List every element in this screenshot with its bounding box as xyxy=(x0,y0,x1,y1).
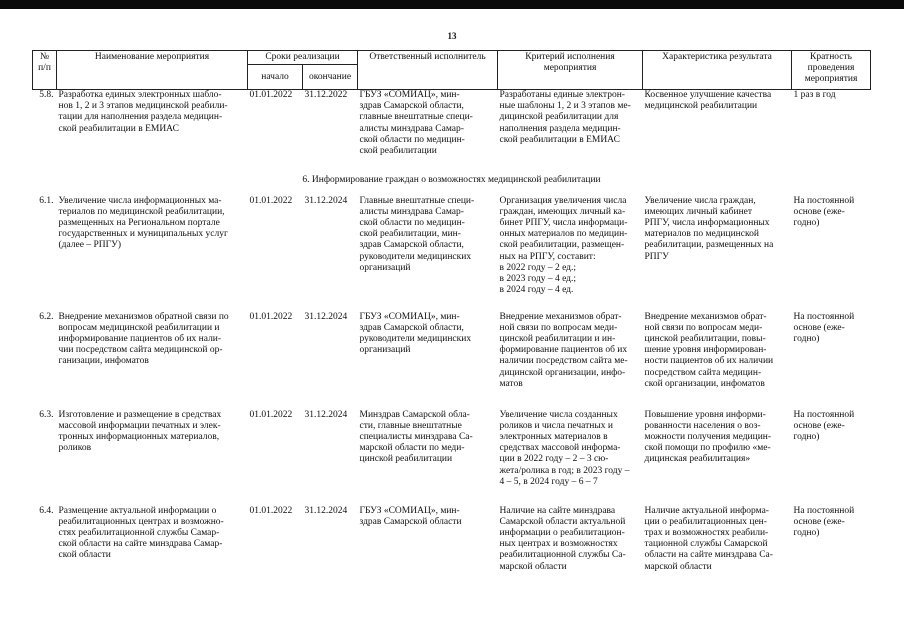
activity-name-line: ской реабилитации в ЕМИАС xyxy=(58,123,179,134)
header-end: окончание xyxy=(303,65,358,90)
activity-name-line: ской области на сайте минздрава Самар- xyxy=(58,539,223,550)
end-date: 31.12.2024 xyxy=(304,311,348,322)
completion-criterion-line: электронных материалов в xyxy=(499,431,608,442)
completion-criterion-line: граждан, имеющих личный ка- xyxy=(499,206,626,217)
result-description-line: РПГУ xyxy=(644,251,669,262)
responsible-executor xyxy=(358,410,498,506)
top-border-bar xyxy=(0,0,904,9)
activity-name-line: стях реабилитационной службы Самар- xyxy=(58,527,220,538)
activity-name-line: нов 1, 2 и 3 этапов медицинской реабили- xyxy=(58,101,228,112)
completion-criterion-line: онных материалов по медицин- xyxy=(499,229,628,240)
responsible-executor-line: сти, главные внештатные xyxy=(359,420,462,431)
completion-criterion-line: в 2022 году – 2 ед.; xyxy=(499,262,577,273)
completion-criterion-line: Организация увеличения числа xyxy=(499,195,627,206)
responsible-executor-line: организаций xyxy=(359,262,411,273)
responsible-executor-line: ской реабилитации xyxy=(359,146,437,157)
frequency-line: годно) xyxy=(793,333,820,344)
start-date: 01.01.2022 xyxy=(249,90,293,100)
activity-name-line: государственных и муниципальных услуг xyxy=(58,229,228,240)
completion-criterion-line: цинской реабилитации и ин- xyxy=(499,333,616,344)
activity-name xyxy=(57,196,248,312)
result-description-line: ской помощи по профилю «ме- xyxy=(644,443,771,454)
responsible-executor-line: руководители медицинских xyxy=(359,333,472,344)
activity-name-line: тации для наполнения раздела медицин- xyxy=(58,112,223,123)
result-description-line: области на сайте минздрава Са- xyxy=(644,550,773,561)
end-date: 31.12.2024 xyxy=(304,195,348,206)
responsible-executor-line: главные внештатные специ- xyxy=(359,112,473,123)
result-description-line: реабилитации, размещенных на xyxy=(644,240,774,251)
completion-criterion-line: дицинской организации, инфо- xyxy=(499,367,626,378)
responsible-executor-line: здрав Самарской области, xyxy=(359,240,464,251)
result-description-line: посредством сайта медицин- xyxy=(644,367,762,378)
start-date: 01.01.2022 xyxy=(249,409,293,420)
start-date: 01.01.2022 xyxy=(249,195,293,206)
result-description-line: тационной службы Самарской xyxy=(644,539,768,550)
responsible-executor-line: здрав Самарской области, xyxy=(359,322,464,333)
responsible-executor-line: Минздрав Самарской обла- xyxy=(359,409,470,420)
completion-criterion-line: ской реабилитации, размещен- xyxy=(499,240,625,251)
completion-criterion-line: Увеличение числа созданных xyxy=(499,409,618,420)
completion-criterion xyxy=(498,506,643,576)
result-description xyxy=(643,196,792,312)
responsible-executor-line: Главные внештатные специ- xyxy=(359,195,475,206)
activity-name-line: информирование пациентов об их нали- xyxy=(58,333,222,344)
activity-name-line: (далее – РПГУ) xyxy=(58,240,121,251)
section-title: 6. Информирование граждан о возможностях медицинской реабилитации xyxy=(302,174,601,185)
completion-criterion-line: ской реабилитации в ЕМИАС xyxy=(499,134,620,145)
responsible-executor-line: цинской реабилитации xyxy=(359,454,453,465)
result-description-line: Повышение уровня информи- xyxy=(644,409,766,420)
completion-criterion xyxy=(498,90,643,166)
header-start: начало xyxy=(248,65,303,90)
row-number: 6.2. xyxy=(39,311,54,322)
responsible-executor-line: специалисты минздрава Са- xyxy=(359,431,473,442)
activity-name-line: размещенных на Региональном портале xyxy=(58,217,220,228)
completion-criterion-line: жета/ролика в год; в 2023 году – xyxy=(499,465,630,476)
completion-criterion-line: Внедрение механизмов обрат- xyxy=(499,311,622,322)
result-description-line: ности пациентов об их наличии xyxy=(644,356,774,367)
completion-criterion-line: матов xyxy=(499,378,523,389)
section-heading-row xyxy=(33,166,871,196)
responsible-executor-line: ГБУЗ «СОМИАЦ», мин- xyxy=(359,311,460,322)
frequency-line: годно) xyxy=(793,431,820,442)
responsible-executor-line: руководители медицинских xyxy=(359,251,472,262)
completion-criterion-line: наполнения раздела медицин- xyxy=(499,123,621,134)
result-description-line: ной связи по вопросам меди- xyxy=(644,322,763,333)
completion-criterion xyxy=(498,312,643,410)
activity-name xyxy=(57,410,248,506)
result-description-line: ской организации, инфоматов xyxy=(644,378,765,389)
activity-name-line: вопросам медицинской реабилитации и xyxy=(58,322,220,333)
frequency-line: На постоянной xyxy=(793,505,855,516)
completion-criterion xyxy=(498,410,643,506)
table-row xyxy=(33,312,871,410)
activity-name-line: Разработка единых электронных шабло- xyxy=(58,90,222,100)
responsible-executor-line: здрав Самарской области xyxy=(359,516,462,527)
activity-name xyxy=(57,90,248,166)
frequency xyxy=(792,410,871,506)
result-description-line: марской области xyxy=(644,561,712,572)
header-result: Характеристика результата xyxy=(643,51,792,90)
result-description xyxy=(643,410,792,506)
result-description-line: Косвенное улучшение качества xyxy=(644,90,772,100)
activity-name-line: ганизации, инфоматов xyxy=(58,356,149,367)
frequency xyxy=(792,196,871,312)
responsible-executor-line: ской области по медицин- xyxy=(359,134,465,145)
completion-criterion-line: ции в 2022 году – 2 – 3 сю- xyxy=(499,454,609,465)
completion-criterion-line: в 2024 году – 4 ед. xyxy=(499,285,574,296)
result-description xyxy=(643,312,792,410)
page-number: 13 xyxy=(447,31,457,41)
frequency-line: основе (еже- xyxy=(793,206,845,217)
start-date: 01.01.2022 xyxy=(249,505,293,516)
responsible-executor xyxy=(358,196,498,312)
completion-criterion-line: Самарской области актуальной xyxy=(499,516,626,527)
completion-criterion-line: Разработаны единые электрон- xyxy=(499,90,625,100)
frequency-line: На постоянной xyxy=(793,311,855,322)
activity-name-line: реабилитационных центрах и возможно- xyxy=(58,516,224,527)
completion-criterion-line: ные шаблоны 1, 2 и 3 этапов ме- xyxy=(499,101,631,112)
completion-criterion-line: дицинской реабилитации для xyxy=(499,112,619,123)
completion-criterion-line: Наличие на сайте минздрава xyxy=(499,505,616,516)
responsible-executor-line: ской реабилитации, мин- xyxy=(359,229,461,240)
result-description-line: медицинской реабилитации xyxy=(644,101,758,112)
row-number: 5.8. xyxy=(39,90,54,100)
activity-name-line: роликов xyxy=(58,443,92,454)
row-number: 6.3. xyxy=(39,409,54,420)
responsible-executor-line: ГБУЗ «СОМИАЦ», мин- xyxy=(359,90,460,100)
table-row xyxy=(33,196,871,312)
responsible-executor xyxy=(358,90,498,166)
result-description-line: ции о реабилитационных цен- xyxy=(644,516,767,527)
completion-criterion-line: роликов и числа печатных и xyxy=(499,420,613,431)
activity-name xyxy=(57,506,248,576)
result-description-line: материалов по медицинской xyxy=(644,229,759,240)
frequency-line: На постоянной xyxy=(793,409,855,420)
end-date: 31.12.2022 xyxy=(304,90,348,100)
result-description-line: рованности населения о воз- xyxy=(644,420,761,431)
responsible-executor xyxy=(358,506,498,576)
header-num: № п/п xyxy=(33,51,57,90)
responsible-executor-line: ской области по медицин- xyxy=(359,217,465,228)
completion-criterion-line: наличии посредством сайта ме- xyxy=(499,356,628,367)
frequency-line: основе (еже- xyxy=(793,420,845,431)
header-executor: Ответственный исполнитель xyxy=(358,51,498,90)
frequency-line: годно) xyxy=(793,217,820,228)
activity-name xyxy=(57,312,248,410)
completion-criterion-line: бинет РПГУ, числа информаци- xyxy=(499,217,628,228)
completion-criterion-line: в 2023 году – 4 ед.; xyxy=(499,273,577,284)
result-description-line: цинской реабилитации, повы- xyxy=(644,333,766,344)
completion-criterion-line: ных на РПГУ, составит: xyxy=(499,251,596,262)
activity-name-line: тронных информационных материалов, xyxy=(58,431,220,442)
responsible-executor-line: алисты минздрава Самар- xyxy=(359,206,464,217)
start-date: 01.01.2022 xyxy=(249,311,293,322)
frequency xyxy=(792,90,871,166)
activity-name-line: териалов по медицинской реабилитации, xyxy=(58,206,225,217)
activity-name-line: Размещение актуальной информации о xyxy=(58,505,217,516)
table-header xyxy=(33,51,871,90)
result-description-line: трах и возможностях реабили- xyxy=(644,527,769,538)
frequency xyxy=(792,312,871,410)
result-description-line: имеющих личный кабинет xyxy=(644,206,753,217)
frequency-line: основе (еже- xyxy=(793,516,845,527)
completion-criterion-line: ной связи по вопросам меди- xyxy=(499,322,618,333)
frequency-line: годно) xyxy=(793,527,820,538)
frequency-line: 1 раз в год xyxy=(793,90,836,100)
responsible-executor-line: организаций xyxy=(359,345,411,356)
row-number: 6.4. xyxy=(39,505,54,516)
result-description xyxy=(643,506,792,576)
responsible-executor-line: здрав Самарской области, xyxy=(359,101,464,112)
result-description-line: Наличие актуальной информа- xyxy=(644,505,769,516)
result-description-line: дицинская реабилитация» xyxy=(644,454,751,465)
completion-criterion-line: ных центрах и возможностях xyxy=(499,539,618,550)
result-description xyxy=(643,90,792,166)
completion-criterion-line: формирование пациентов об их xyxy=(499,345,628,356)
activity-name-line: ской области xyxy=(58,550,111,561)
activities-table xyxy=(32,50,871,576)
frequency-line: На постоянной xyxy=(793,195,855,206)
completion-criterion-line: средствах массовой информа- xyxy=(499,443,621,454)
activity-name-line: Увеличение числа информационных ма- xyxy=(58,195,222,206)
result-description-line: можности получения медицин- xyxy=(644,431,772,442)
responsible-executor xyxy=(358,312,498,410)
header-criterion: Критерий исполнения мероприятия xyxy=(498,51,643,90)
completion-criterion xyxy=(498,196,643,312)
responsible-executor-line: алисты минздрава Самар- xyxy=(359,123,464,134)
completion-criterion-line: марской области xyxy=(499,561,567,572)
header-name: Наименование мероприятия xyxy=(57,51,248,90)
activity-name-line: Изготовление и размещение в средствах xyxy=(58,409,222,420)
frequency-line: основе (еже- xyxy=(793,322,845,333)
end-date: 31.12.2024 xyxy=(304,409,348,420)
activity-name-line: Внедрение механизмов обратной связи по xyxy=(58,311,229,322)
result-description-line: РПГУ, числа информационных xyxy=(644,217,770,228)
table-row xyxy=(33,90,871,166)
responsible-executor-line: ГБУЗ «СОМИАЦ», мин- xyxy=(359,505,460,516)
table-row xyxy=(33,506,871,576)
header-frequency: Кратность проведения мероприятия xyxy=(792,51,871,90)
completion-criterion-line: информации о реабилитацион- xyxy=(499,527,625,538)
row-number: 6.1. xyxy=(39,195,54,206)
activity-name-line: чии посредством сайта медицинской ор- xyxy=(58,345,223,356)
result-description-line: Внедрение механизмов обрат- xyxy=(644,311,767,322)
end-date: 31.12.2024 xyxy=(304,505,348,516)
table-body xyxy=(33,90,871,576)
table-row xyxy=(33,410,871,506)
header-terms: Сроки реализации xyxy=(248,51,358,65)
completion-criterion-line: реабилитационной службы Са- xyxy=(499,550,626,561)
activity-name-line: массовой информации печатных и элек- xyxy=(58,420,221,431)
result-description-line: Увеличение числа граждан, xyxy=(644,195,756,206)
frequency xyxy=(792,506,871,576)
responsible-executor-line: марской области по меди- xyxy=(359,443,465,454)
completion-criterion-line: 4 – 5, в 2024 году – 6 – 7 xyxy=(499,476,598,487)
result-description-line: шение уровня информирован- xyxy=(644,345,767,356)
